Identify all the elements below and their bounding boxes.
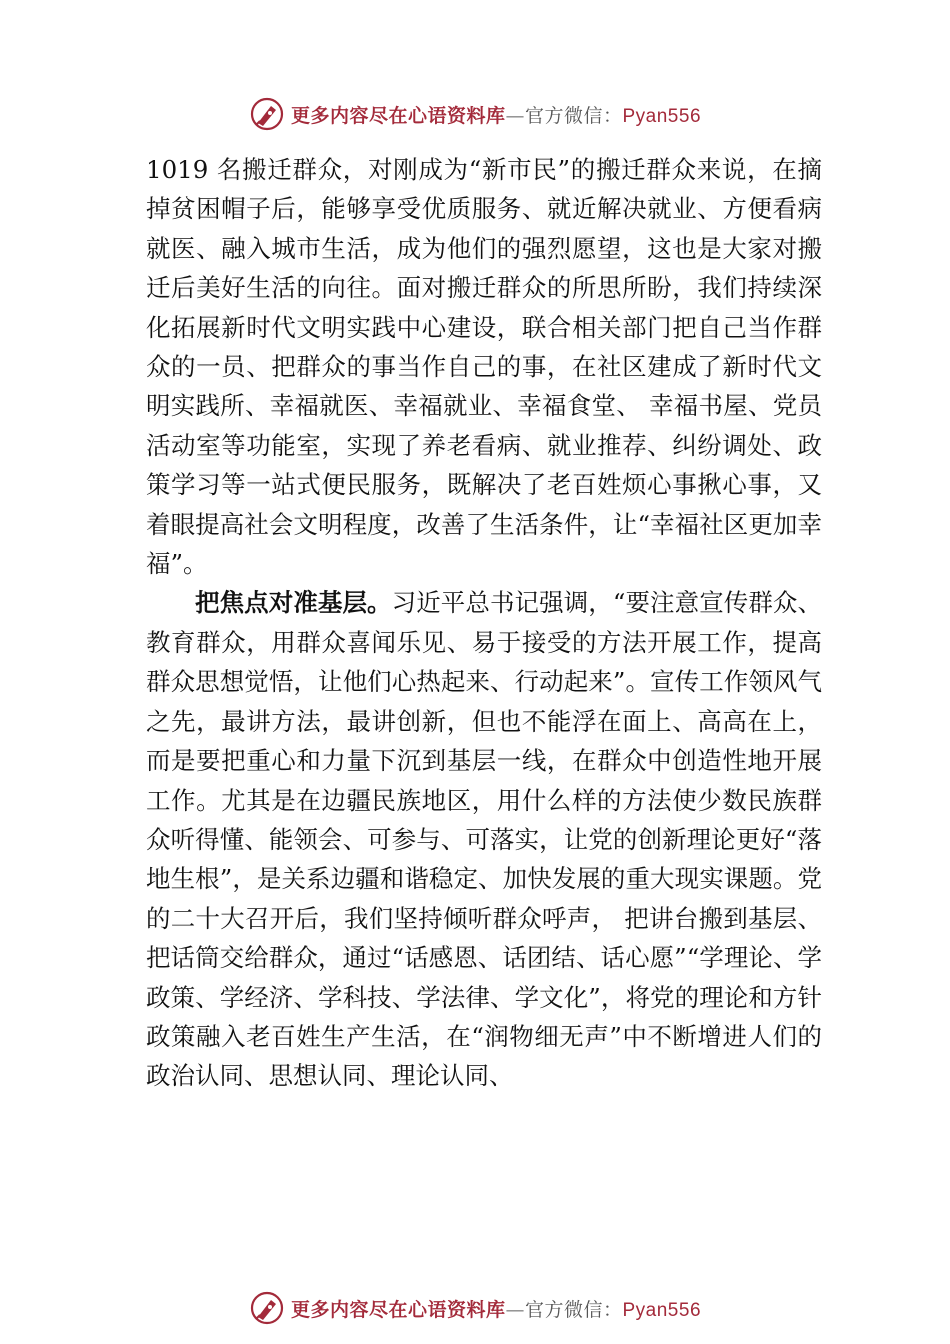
banner-main-text: 更多内容尽在心语资料库	[290, 104, 506, 127]
paragraph-2-heading: 把焦点对准基层。	[195, 588, 392, 618]
paragraph-1	[146, 150, 822, 583]
banner-wechat-id: Pyan556	[622, 1299, 702, 1321]
pen-nib-logo-icon	[249, 1290, 285, 1326]
banner-wechat-label: 官方微信：	[524, 104, 623, 127]
banner-wechat-id: Pyan556	[622, 105, 702, 127]
banner-dash: —	[505, 1298, 525, 1321]
paragraph-2-text: 习近平总书记强调，“要注意宣传群众、教育群众，用群众喜闻乐见、易于接受的方法开展工作，提高群众思想觉悟，让他们心热起来、行动起来”。宣传工作领风气之先，最讲方法，最讲创新，但也不能浮在面上、高高在上，而是要把重心和力量下沉到基层一线，在群众中创造性地开展工作。尤其是在边疆民族地区，用什么样的方法使少数民族群众听得懂、能领会、可参与、可落实，让党的创新理论更好“落地生根”，是关系边疆和谐稳定、加快发展的重大现实课题。党的二十大召开后，我们坚持倾听群众呼声， 把讲台搬到基层、把话筒交给群众，通过“话感恩、话团结、话心愿”“学理论、学政策、学经济、学科技、学法律、学文化”，将党的理论和方针政策融入老百姓生产生活，在“润物细无声”中不断增进人们的政治认同、思想认同、理论认同、	[146, 588, 823, 1091]
paragraph-2	[146, 583, 822, 1095]
pen-nib-logo-icon	[249, 96, 285, 132]
banner-text	[291, 1295, 701, 1322]
banner-wechat-label: 官方微信：	[524, 1298, 623, 1321]
banner-text	[291, 101, 701, 128]
banner-dash: —	[505, 104, 525, 127]
banner-main-text: 更多内容尽在心语资料库	[290, 1298, 506, 1321]
footer-banner	[0, 1288, 950, 1328]
document-body	[146, 150, 822, 1096]
header-banner	[0, 94, 950, 134]
paragraph-1-text: 1019 名搬迁群众，对刚成为“新市民”的搬迁群众来说，在摘掉贫困帽子后，能够享受优质服务、就近解决就业、方便看病就医、融入城市生活，成为他们的强烈愿望，这也是大家对搬迁后美好生活的向往。面对搬迁群众的所思所盼，我们持续深化拓展新时代文明实践中心建设，联合相关部门把自己当作群众的一员、把群众的事当作自己的事，在社区建成了新时代文明实践所、幸福就医、幸福就业、幸福食堂、 幸福书屋、党员活动室等功能室，实现了养老看病、就业推荐、纠纷调处、政策学习等一站式便民服务，既解决了老百姓烦心事揪心事，又着眼提高社会文明程度，改善了生活条件，让“幸福社区更加幸福”。	[146, 155, 822, 579]
